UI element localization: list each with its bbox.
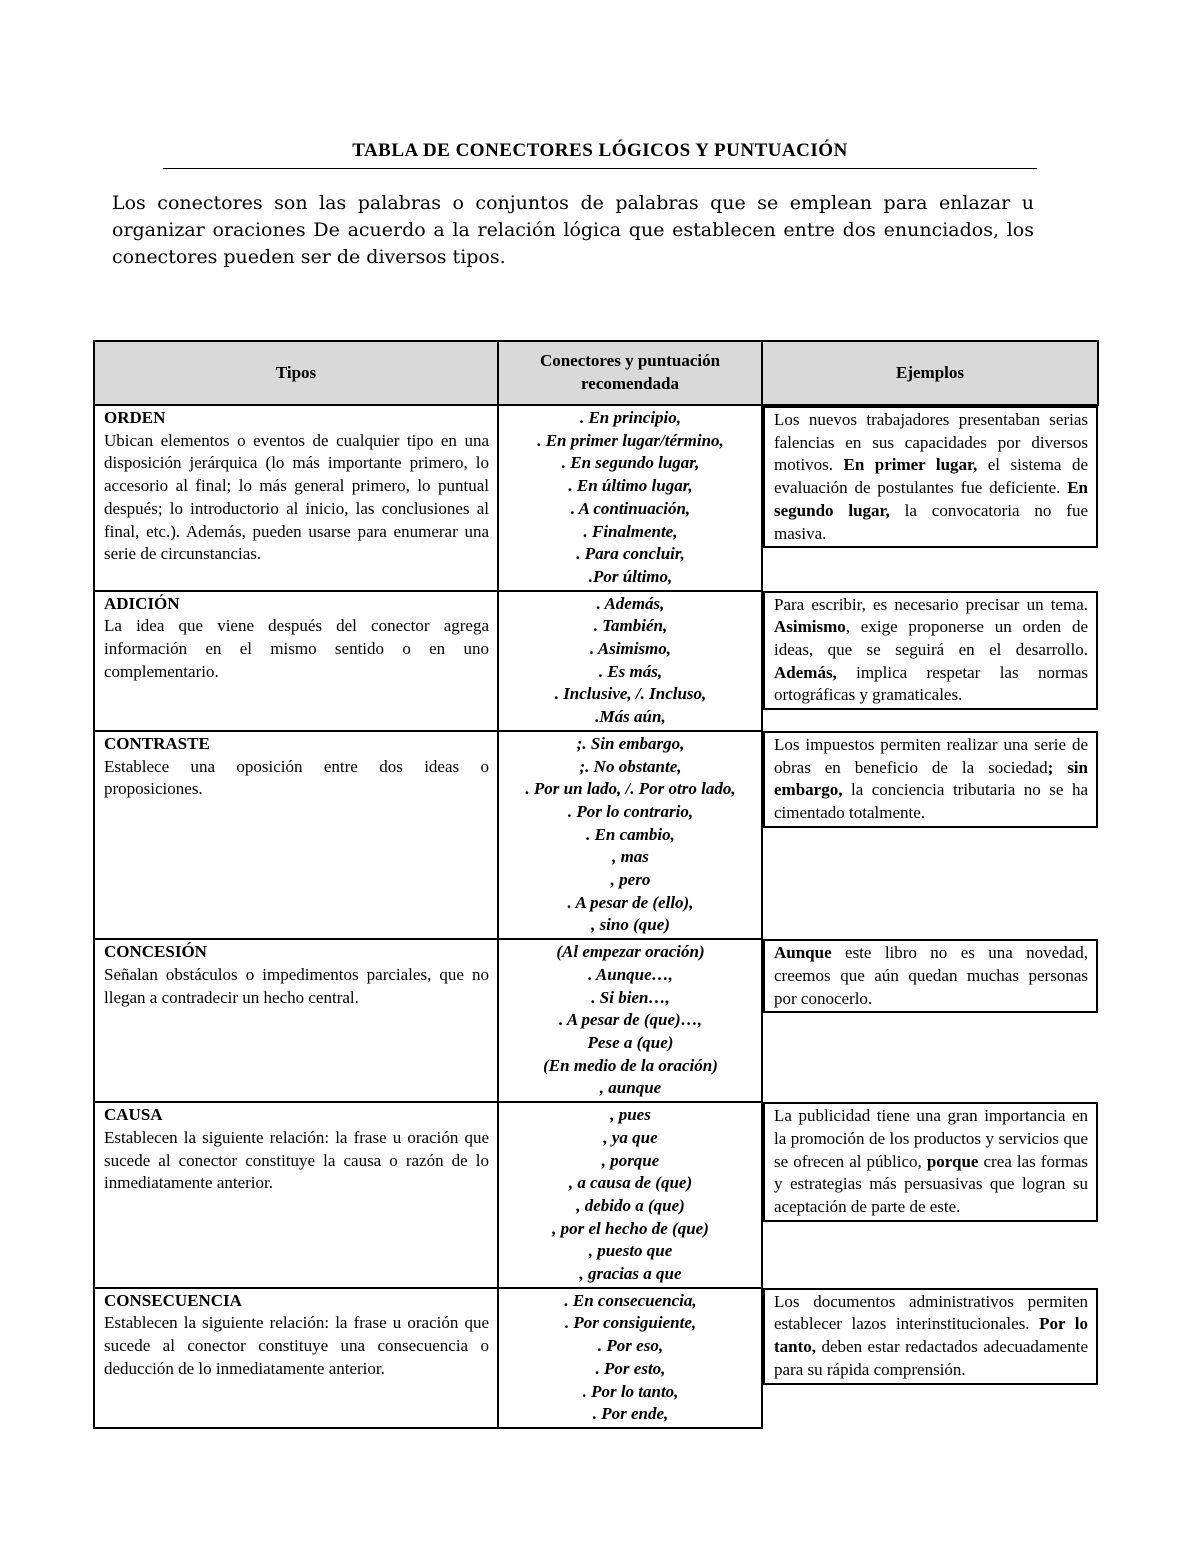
connectors-cell bbox=[498, 1102, 762, 1288]
header-ejemplos: Ejemplos bbox=[762, 341, 1098, 405]
connector-item: , porque bbox=[601, 1150, 660, 1170]
connector-item: . Además, bbox=[596, 593, 665, 613]
connector-item: Pese a (que) bbox=[587, 1032, 674, 1052]
connector-item: . Si bien…, bbox=[591, 987, 670, 1007]
example-connector-highlight: Aunque bbox=[774, 943, 832, 963]
example-connector-highlight: En primer lugar, bbox=[843, 455, 978, 475]
type-name: CONTRASTE bbox=[104, 733, 210, 753]
example-text: crea las formas y estrategias más persuasivas que logran su aceptación de parte de este. bbox=[774, 1151, 1088, 1216]
connector-item: , debido a (que) bbox=[576, 1195, 685, 1215]
type-description: Establecen la siguiente relación: la frase u oración que sucede al conector constituye una consecuencia o deducción de lo inmediatamente anterior. bbox=[104, 1313, 489, 1378]
table-row bbox=[94, 405, 1098, 591]
example-cell bbox=[763, 1102, 1098, 1222]
example-cell bbox=[763, 1288, 1098, 1385]
type-name: CONSECUENCIA bbox=[104, 1290, 242, 1310]
connector-item: , gracias a que bbox=[579, 1264, 682, 1284]
connector-item: . También, bbox=[593, 616, 668, 636]
connector-item: . A pesar de (ello), bbox=[567, 892, 694, 912]
connector-item: . Para concluir, bbox=[576, 544, 685, 564]
connector-item: .Por último, bbox=[588, 566, 673, 586]
example-text: Los nuevos trabajadores presentaban serias falencias en sus capacidades por diversos motivos. bbox=[774, 410, 1088, 475]
example-text: Los documentos administrativos permiten establecer lazos interinstitucionales. bbox=[774, 1291, 1088, 1334]
connector-item: . Por lo tanto, bbox=[582, 1381, 679, 1401]
type-name: ORDEN bbox=[104, 408, 166, 427]
type-description: Ubican elementos o eventos de cualquier tipo en una disposición jerárquica (lo más importante primero, lo accesorio al final; lo más general primero, lo puntual después; lo introductorio al inicio, las conclusiones al final, etc.). Además, pueden usarse para enumerar una serie de circunstancias. bbox=[104, 430, 489, 564]
connector-item: . Aunque…, bbox=[588, 964, 673, 984]
example-cell bbox=[763, 591, 1098, 711]
type-cell bbox=[94, 1288, 498, 1428]
type-description: La idea que viene después del conector agrega información en el mismo sentido o en uno complementario. bbox=[104, 616, 489, 681]
example-text: el sistema de evaluación de postulantes fue deficiente. bbox=[774, 455, 1088, 498]
example-connector-highlight: En segundo lugar, bbox=[774, 478, 1088, 520]
example-text: este libro no es una novedad, creemos que aún quedan muchas personas por conocerlo. bbox=[774, 943, 1088, 1008]
connectors-cell bbox=[498, 405, 762, 591]
connector-item: , ya que bbox=[603, 1127, 658, 1147]
connector-item: . En primer lugar/término, bbox=[537, 430, 724, 450]
connector-item: . En cambio, bbox=[586, 824, 675, 844]
connector-item: ;. No obstante, bbox=[579, 756, 682, 776]
connector-item: . Por esto, bbox=[595, 1358, 666, 1378]
example-text: la convocatoria no fue masiva. bbox=[774, 500, 1088, 543]
header-conectores: Conectores y puntuación recomendada bbox=[498, 341, 762, 405]
example-connector-highlight: Por lo tanto, bbox=[774, 1314, 1088, 1357]
table-row bbox=[94, 591, 1098, 731]
table-row bbox=[94, 731, 1098, 939]
connector-item: (Al empezar oración) bbox=[556, 942, 705, 962]
table-body bbox=[94, 405, 1098, 1428]
connector-item: . Por lo contrario, bbox=[567, 801, 694, 821]
type-description: Establecen la siguiente relación: la frase u oración que sucede al conector constituye la causa o razón de lo inmediatamente anterior. bbox=[104, 1127, 489, 1193]
connector-item: , pues bbox=[610, 1105, 651, 1125]
connector-item: . En consecuencia, bbox=[564, 1290, 697, 1310]
intro-paragraph: Los conectores son las palabras o conjuntos de palabras que se emplean para enlazar u organizar oraciones De acuerdo a la relación lógica que establecen entre dos enunciados, los conectores pueden ser de diversos tipos. bbox=[112, 192, 1034, 268]
example-text: implica respetar las normas ortográficas y gramaticales. bbox=[774, 662, 1088, 705]
example-text: Los impuestos permiten realizar una serie de obras en beneficio de la sociedad bbox=[774, 734, 1088, 777]
example-text: Para escribir, es necesario precisar un tema. bbox=[774, 594, 1088, 614]
connector-item: ;. Sin embargo, bbox=[576, 733, 685, 753]
document-title: TABLA DE CONECTORES LÓGICOS Y PUNTUACIÓN bbox=[163, 140, 1037, 169]
connector-item: , sino (que) bbox=[591, 915, 670, 935]
type-cell bbox=[94, 1102, 498, 1288]
connector-item: , a causa de (que) bbox=[568, 1173, 693, 1193]
example-cell bbox=[763, 939, 1098, 1013]
connector-item: (En medio de la oración) bbox=[543, 1055, 718, 1075]
connector-item: . Es más, bbox=[598, 661, 663, 681]
connector-item: , aunque bbox=[599, 1078, 662, 1098]
connector-item: . Finalmente, bbox=[583, 521, 678, 541]
connectors-cell bbox=[498, 731, 762, 939]
connector-item: , mas bbox=[612, 847, 649, 867]
example-cell bbox=[763, 406, 1098, 548]
connector-item: , por el hecho de (que) bbox=[552, 1218, 709, 1238]
example-text: la conciencia tributaria no se ha cimentado totalmente. bbox=[774, 780, 1088, 822]
table-header-row bbox=[94, 341, 1098, 405]
type-cell bbox=[94, 731, 498, 939]
type-name: CAUSA bbox=[104, 1105, 163, 1125]
example-text: , exige proponerse un orden de ideas, que se seguirá en el desarrollo. bbox=[774, 617, 1088, 660]
connector-item: , puesto que bbox=[588, 1241, 673, 1261]
connector-item: , pero bbox=[610, 870, 651, 890]
example-text: deben estar redactados adecuadamente para su rápida comprensión. bbox=[774, 1337, 1088, 1379]
type-cell bbox=[94, 939, 498, 1102]
connector-item: .Más aún, bbox=[595, 707, 666, 727]
example-cell bbox=[763, 731, 1098, 828]
type-name: ADICIÓN bbox=[104, 593, 180, 613]
connector-item: . Por un lado, /. Por otro lado, bbox=[525, 779, 736, 799]
type-name: CONCESIÓN bbox=[104, 942, 207, 962]
connector-item: . A pesar de (que)…, bbox=[559, 1010, 702, 1030]
table-row bbox=[94, 1102, 1098, 1288]
connector-item: . En último lugar, bbox=[568, 476, 693, 496]
table-row bbox=[94, 1288, 1098, 1428]
type-description: Señalan obstáculos o impedimentos parciales, que no llegan a contradecir un hecho central. bbox=[104, 964, 489, 1007]
connector-item: . A continuación, bbox=[570, 498, 691, 518]
example-connector-highlight: porque bbox=[926, 1151, 979, 1171]
type-description: Establece una oposición entre dos ideas o proposiciones. bbox=[104, 756, 489, 799]
connector-item: . En principio, bbox=[579, 408, 682, 427]
table-row bbox=[94, 939, 1098, 1102]
connectors-cell bbox=[498, 1288, 762, 1428]
type-cell bbox=[94, 591, 498, 731]
connectors-cell bbox=[498, 939, 762, 1102]
example-connector-highlight: Asimismo bbox=[774, 617, 846, 637]
connector-item: . En segundo lugar, bbox=[561, 453, 700, 473]
header-tipos: Tipos bbox=[94, 341, 498, 405]
connector-item: . Por consiguiente, bbox=[564, 1313, 697, 1333]
connectors-table bbox=[93, 340, 1099, 1429]
connectors-cell bbox=[498, 591, 762, 731]
example-connector-highlight: Además, bbox=[774, 662, 837, 682]
connector-item: . Por eso, bbox=[597, 1336, 664, 1356]
connector-item: . Asimismo, bbox=[589, 639, 672, 659]
connector-item: . Inclusive, /. Incluso, bbox=[554, 684, 707, 704]
example-connector-highlight: ; sin embargo, bbox=[774, 757, 1088, 800]
example-text: La publicidad tiene una gran importancia en la promoción de los productos y servicios que se ofrecen al público, bbox=[774, 1106, 1088, 1171]
connector-item: . Por ende, bbox=[592, 1404, 669, 1424]
type-cell bbox=[94, 405, 498, 591]
